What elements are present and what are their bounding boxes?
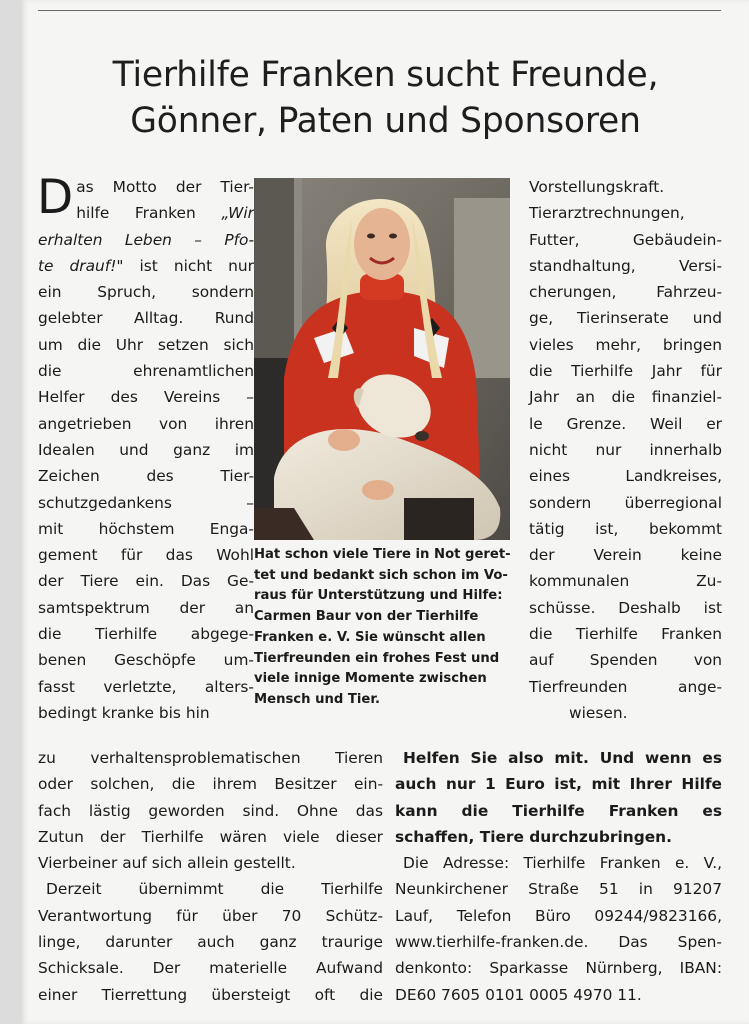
column-1-bottom bbox=[38, 745, 383, 1008]
bold-line: auch nur 1 Euro ist, mit Ihrer Hilfe bbox=[395, 775, 722, 794]
text-line: eines Landkreises, bbox=[529, 467, 722, 486]
text-line: www.tierhilfe-franken.de. Das Spen- bbox=[395, 933, 722, 952]
text-line: Tierarztrechnungen, bbox=[529, 204, 685, 223]
column-3 bbox=[529, 174, 722, 726]
text-line: angetrieben von ihren bbox=[38, 414, 254, 433]
text-line: ge, Tierinserate und bbox=[529, 309, 722, 328]
text-line: le Grenze. Weil er bbox=[529, 414, 722, 433]
text-line: bedingt kranke bis hin bbox=[38, 703, 210, 722]
text-line: schüsse. Deshalb ist bbox=[529, 598, 722, 617]
text-line: denkonto: Sparkasse Nürnberg, IBAN: bbox=[395, 959, 722, 978]
bold-line: Helfen Sie also mit. Und wenn es bbox=[403, 749, 722, 767]
caption-line: Mensch und Tier. bbox=[254, 691, 381, 707]
bold-line: kann die Tierhilfe Franken es bbox=[395, 801, 722, 820]
caption-line: Hat schon viele Tiere in Not geret- bbox=[254, 547, 511, 562]
text-line: gelebter Alltag. Rund bbox=[38, 309, 254, 328]
text-line: fasst verletzte, alters- bbox=[38, 677, 254, 696]
text-line: schutzgedankens – bbox=[38, 493, 254, 512]
column-1 bbox=[37, 170, 254, 726]
text-line: Jahr an die finanziel- bbox=[529, 388, 722, 407]
text-line: Helfer des Vereins – bbox=[38, 388, 254, 407]
text-line: die ehrenamtlichen bbox=[38, 362, 254, 381]
text-line: die Tierhilfe Franken bbox=[529, 625, 722, 644]
caption-line: Franken e. V. Sie wünscht allen bbox=[254, 629, 486, 645]
text-line: linge, darunter auch ganz traurige bbox=[38, 933, 383, 952]
text-line: te drauf!" ist nicht nur bbox=[38, 256, 254, 275]
caption-line: Carmen Baur von der Tierhilfe bbox=[254, 609, 479, 625]
caption-line: viele innige Momente zwischen bbox=[254, 671, 487, 687]
text-line: ein Spruch, sondern bbox=[38, 283, 254, 302]
text-line: Schicksale. Der materielle Aufwand bbox=[38, 959, 383, 978]
text-line: der Verein keine bbox=[529, 546, 722, 565]
bold-line: schaffen, Tiere durchzubringen. bbox=[395, 827, 672, 846]
text-line: zu verhaltensproblematischen Tieren bbox=[38, 749, 383, 767]
caption-line: Tierfreunden ein frohes Fest und bbox=[254, 650, 500, 666]
caption-line: raus für Unterstützung und Hilfe: bbox=[254, 588, 503, 604]
text-line: erhalten Leben – Pfo- bbox=[38, 230, 254, 249]
text-line: Die Adresse: Tierhilfe Franken e. V., bbox=[403, 854, 722, 873]
headline-line-2: Gönner, Paten und Sponsoren bbox=[130, 101, 641, 141]
text-line: Tierfreunden ange- bbox=[529, 677, 722, 696]
text-line: Vorstellungskraft. bbox=[529, 178, 665, 196]
text-line: nicht nur innerhalb bbox=[529, 440, 722, 459]
text-line: fach lästig geworden sind. Ohne das bbox=[38, 801, 383, 820]
text-line: standhaltung, Versi- bbox=[529, 256, 722, 275]
text-line: mit höchstem Enga- bbox=[38, 519, 254, 538]
text-line: vieles mehr, bringen bbox=[529, 335, 722, 354]
text-line: Derzeit übernimmt die Tierhilfe bbox=[46, 880, 383, 899]
text-line: um die Uhr setzen sich bbox=[38, 335, 254, 354]
caption-line: tet und bedankt sich schon im Vo- bbox=[254, 567, 508, 583]
text-line: Zutun der Tierhilfe wären viele dieser bbox=[38, 827, 383, 846]
text-line: benen Geschöpfe um- bbox=[38, 651, 254, 670]
drop-cap: D bbox=[37, 170, 74, 225]
text-line: der Tiere ein. Das Ge- bbox=[38, 572, 254, 591]
text-line: Lauf, Telefon Büro 09244/9823166, bbox=[395, 906, 722, 925]
top-rule bbox=[38, 10, 721, 11]
text-line: Idealen und ganz im bbox=[38, 440, 254, 459]
text-line: Vierbeiner auf sich allein gestellt. bbox=[38, 854, 296, 873]
text-line: samtspektrum der an bbox=[38, 598, 254, 617]
text-line: as Motto der Tier- bbox=[76, 178, 254, 196]
text-line: die Tierhilfe Jahr für bbox=[529, 362, 722, 381]
photo-illustration bbox=[254, 178, 510, 540]
text-line: wiesen. bbox=[569, 703, 628, 722]
text-line: tätig ist, bekommt bbox=[529, 519, 722, 538]
text-line: einer Tierrettung übersteigt oft die bbox=[38, 985, 383, 1004]
text-line: Zeichen des Tier- bbox=[38, 467, 254, 486]
text-line: oder solchen, die ihrem Besitzer ein- bbox=[38, 775, 383, 794]
text-line: Neunkirchener Straße 51 in 91207 bbox=[395, 880, 722, 899]
text-line: kommunalen Zu- bbox=[529, 572, 722, 591]
text-line: DE60 7605 0101 0005 4970 11. bbox=[395, 985, 642, 1004]
text-line: cherungen, Fahrzeu- bbox=[529, 283, 722, 302]
text-line: auf Spenden von bbox=[529, 651, 722, 670]
column-3-bottom bbox=[395, 745, 722, 1008]
text-line: Verantwortung für über 70 Schütz- bbox=[38, 906, 383, 925]
text-line: die Tierhilfe abgege- bbox=[38, 625, 254, 644]
article-headline bbox=[22, 52, 749, 144]
text-line-1: hilfe Franken „Wir bbox=[76, 204, 254, 223]
headline-line-1: Tierhilfe Franken sucht Freunde, bbox=[112, 55, 659, 95]
text-line: gement für das Wohl bbox=[38, 546, 254, 565]
text-line: sondern überregional bbox=[529, 493, 722, 512]
article-photo bbox=[254, 178, 510, 540]
photo-caption bbox=[254, 545, 512, 711]
text-line: Futter, Gebäudein- bbox=[529, 230, 722, 249]
magazine-page bbox=[22, 0, 749, 1024]
